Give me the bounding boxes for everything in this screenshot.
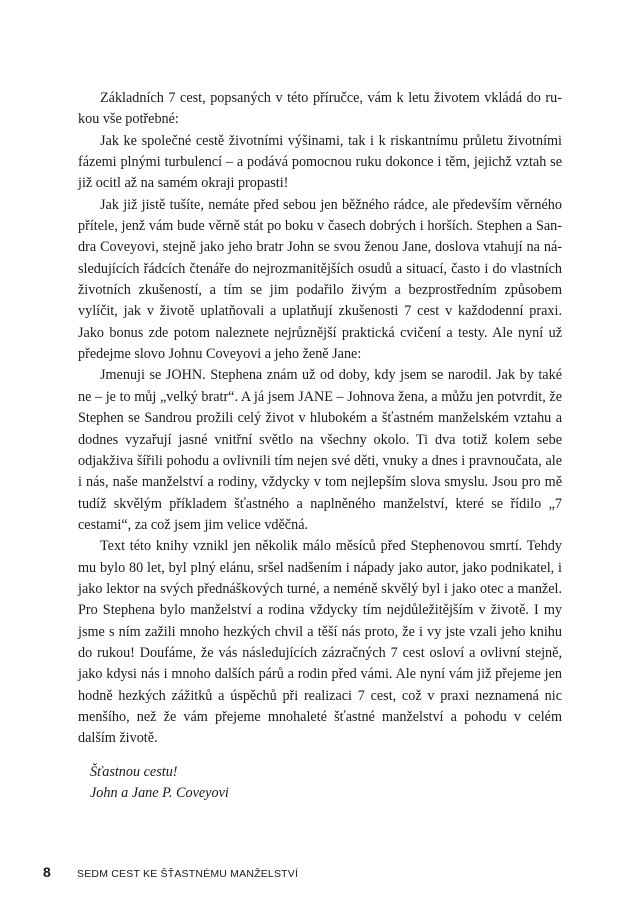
- paragraph: Základních 7 cest, popsaných v této příručce, vám k letu životem vkládá do rukou vše potřebné:: [78, 90, 562, 128]
- closing-authors: John a Jane P. Coveyovi: [90, 785, 229, 802]
- paragraph: Jak již jistě tušíte, nemáte před sebou jen běžného rádce, ale především věrného přítele, jenž vám bude věrně stát po boku v časech dobrých i horších. Stephen a Sandra Coveyovi, stejně jako jeho bratr John se svou ženou Jane, doslova vtahují na následujících řádcích čtenáře do nejrozmanitějších osudů a situací, často i do vlastních životních zkušeností, a tím se jim podařilo živým a bezprostředním způsobem vylíčit, jak v životě uplatňovali a uplatňují zkušenosti 7 cest v každodenní praxi. Jako bonus zde potom naleznete nejrůznější praktická cvičení a testy. Ale nyní už předejme slovo Johnu Coveyovi a jeho ženě Jane:: [78, 196, 562, 363]
- page-number: 8: [43, 864, 51, 880]
- body-text: [78, 88, 562, 750]
- paragraph: Jmenuji se JOHN. Stephena znám už od doby, kdy jsem se narodil. Jak by také ne – je to můj „velký bratr“. A já jsem JANE – Johnova žena, a můžu jen potvrdit, že Stephen se Sandrou prožili celý život v hlubokém a šťastném manželském vztahu a dodnes vyzařují jasné vnitřní světlo na všechny okolo. Ti dva totiž kolem sebe odjakživa šířili pohodu a ovlivnili tím nejen své děti, vnuky a dnes i pravnoučata, ale i nás, naše manželství a rodiny, vždycky v tom nejlepším slova smyslu. Jsou pro mě tudíž skvělým příkladem šťastného a naplněného manželství, které se řídilo „7 cestami“, za což jsem jim velice vděčná.: [78, 367, 562, 533]
- running-title: SEDM CEST KE ŠŤASTNÉMU MANŽELSTVÍ: [77, 868, 299, 880]
- paragraph: Text této knihy vznikl jen několik málo měsíců před Stephenovou smrtí. Tehdy mu bylo 80 let, byl plný elánu, sršel nadšením i nápady jako autor, jako podnikatel, i jako lektor na svých přednáškových turné, a neméně skvělý byl i jako otec a manžel. Pro Stephena bylo manželství a rodina vždycky tím nejdůležitějším v životě. I my jsme s ním zažili mnoho hezkých chvil a těší nás proto, že i vy jste vzali jeho knihu do rukou! Doufáme, že vás následujících zázračných 7 cest osloví a ovlivní stejně, jako kdysi nás i mnoho dalších párů a rodin před vámi. Ale nyní vám již přejeme jen hodně hezkých zážitků a úspěchů při realizaci 7 cest, což v praxi neznamená nic menšího, než že vám přejeme mnohaleté šťastné manželství a pohodu v celém dalším životě.: [78, 538, 562, 747]
- closing-greeting: Šťastnou cestu!: [90, 764, 178, 780]
- paragraph: Jak ke společné cestě životními výšinami, tak i k riskantnímu průletu životními fázemi plnými turbulencí – a podává pomocnou ruku dokonce i těm, jejichž vztah se již ocitl až na samém okraji propasti!: [78, 132, 562, 192]
- closing-signature: [90, 762, 229, 805]
- page-footer: [43, 864, 298, 882]
